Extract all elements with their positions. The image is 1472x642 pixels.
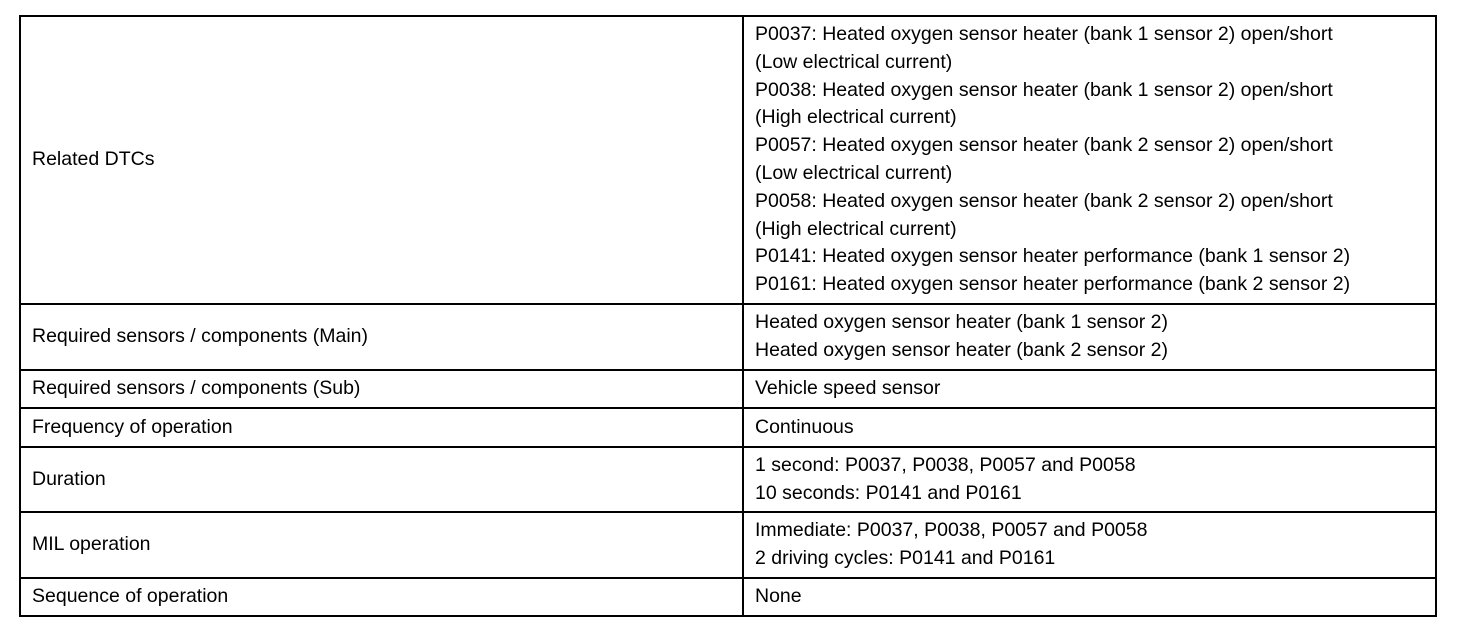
table-row-mil-operation [20, 512, 1436, 578]
value-line: (High electrical current) [755, 217, 957, 240]
row-value [743, 512, 1436, 578]
value-line: 10 seconds: P0141 and P0161 [755, 481, 1022, 504]
row-label: MIL operation [20, 512, 743, 578]
value-line: 1 second: P0037, P0038, P0057 and P0058 [755, 453, 1136, 476]
monitor-spec-table [19, 15, 1437, 617]
table-row-required-sub [20, 370, 1436, 408]
row-value [743, 16, 1436, 304]
row-value [743, 408, 1436, 447]
table-row-frequency [20, 408, 1436, 447]
row-value [743, 370, 1436, 408]
row-value [743, 304, 1436, 370]
row-label: Duration [20, 447, 743, 512]
table-row-related-dtcs [20, 16, 1436, 304]
value-line: Continuous [755, 415, 854, 438]
value-line: None [755, 585, 802, 608]
value-line: P0161: Heated oxygen sensor heater performance (bank 2 sensor 2) [755, 273, 1351, 296]
value-line: 2 driving cycles: P0141 and P0161 [755, 547, 1056, 569]
value-line: Heated oxygen sensor heater (bank 1 sensor 2) [755, 311, 1168, 334]
value-line: Immediate: P0037, P0038, P0057 and P0058 [755, 519, 1148, 542]
row-value [743, 447, 1436, 512]
value-line: (Low electrical current) [755, 162, 953, 184]
table-row-sequence [20, 578, 1436, 616]
value-line: P0037: Heated oxygen sensor heater (bank 1 sensor 2) open/short [755, 23, 1333, 46]
value-line: (Low electrical current) [755, 50, 953, 73]
value-line: P0057: Heated oxygen sensor heater (bank 2 sensor 2) open/short [755, 134, 1333, 157]
row-label: Frequency of operation [20, 408, 743, 447]
value-line: P0058: Heated oxygen sensor heater (bank 2 sensor 2) open/short [755, 189, 1333, 212]
row-label: Required sensors / components (Main) [20, 304, 743, 370]
table-row-duration [20, 447, 1436, 512]
value-line: P0038: Heated oxygen sensor heater (bank 1 sensor 2) open/short [755, 78, 1333, 101]
row-label: Sequence of operation [20, 578, 743, 616]
row-label: Related DTCs [20, 16, 743, 304]
value-line: (High electrical current) [755, 106, 957, 129]
row-label: Required sensors / components (Sub) [20, 370, 743, 408]
value-line: Heated oxygen sensor heater (bank 2 sensor 2) [755, 339, 1168, 361]
table-row-required-main [20, 304, 1436, 370]
value-line: Vehicle speed sensor [755, 377, 941, 400]
value-line: P0141: Heated oxygen sensor heater performance (bank 1 sensor 2) [755, 245, 1351, 268]
row-value [743, 578, 1436, 616]
